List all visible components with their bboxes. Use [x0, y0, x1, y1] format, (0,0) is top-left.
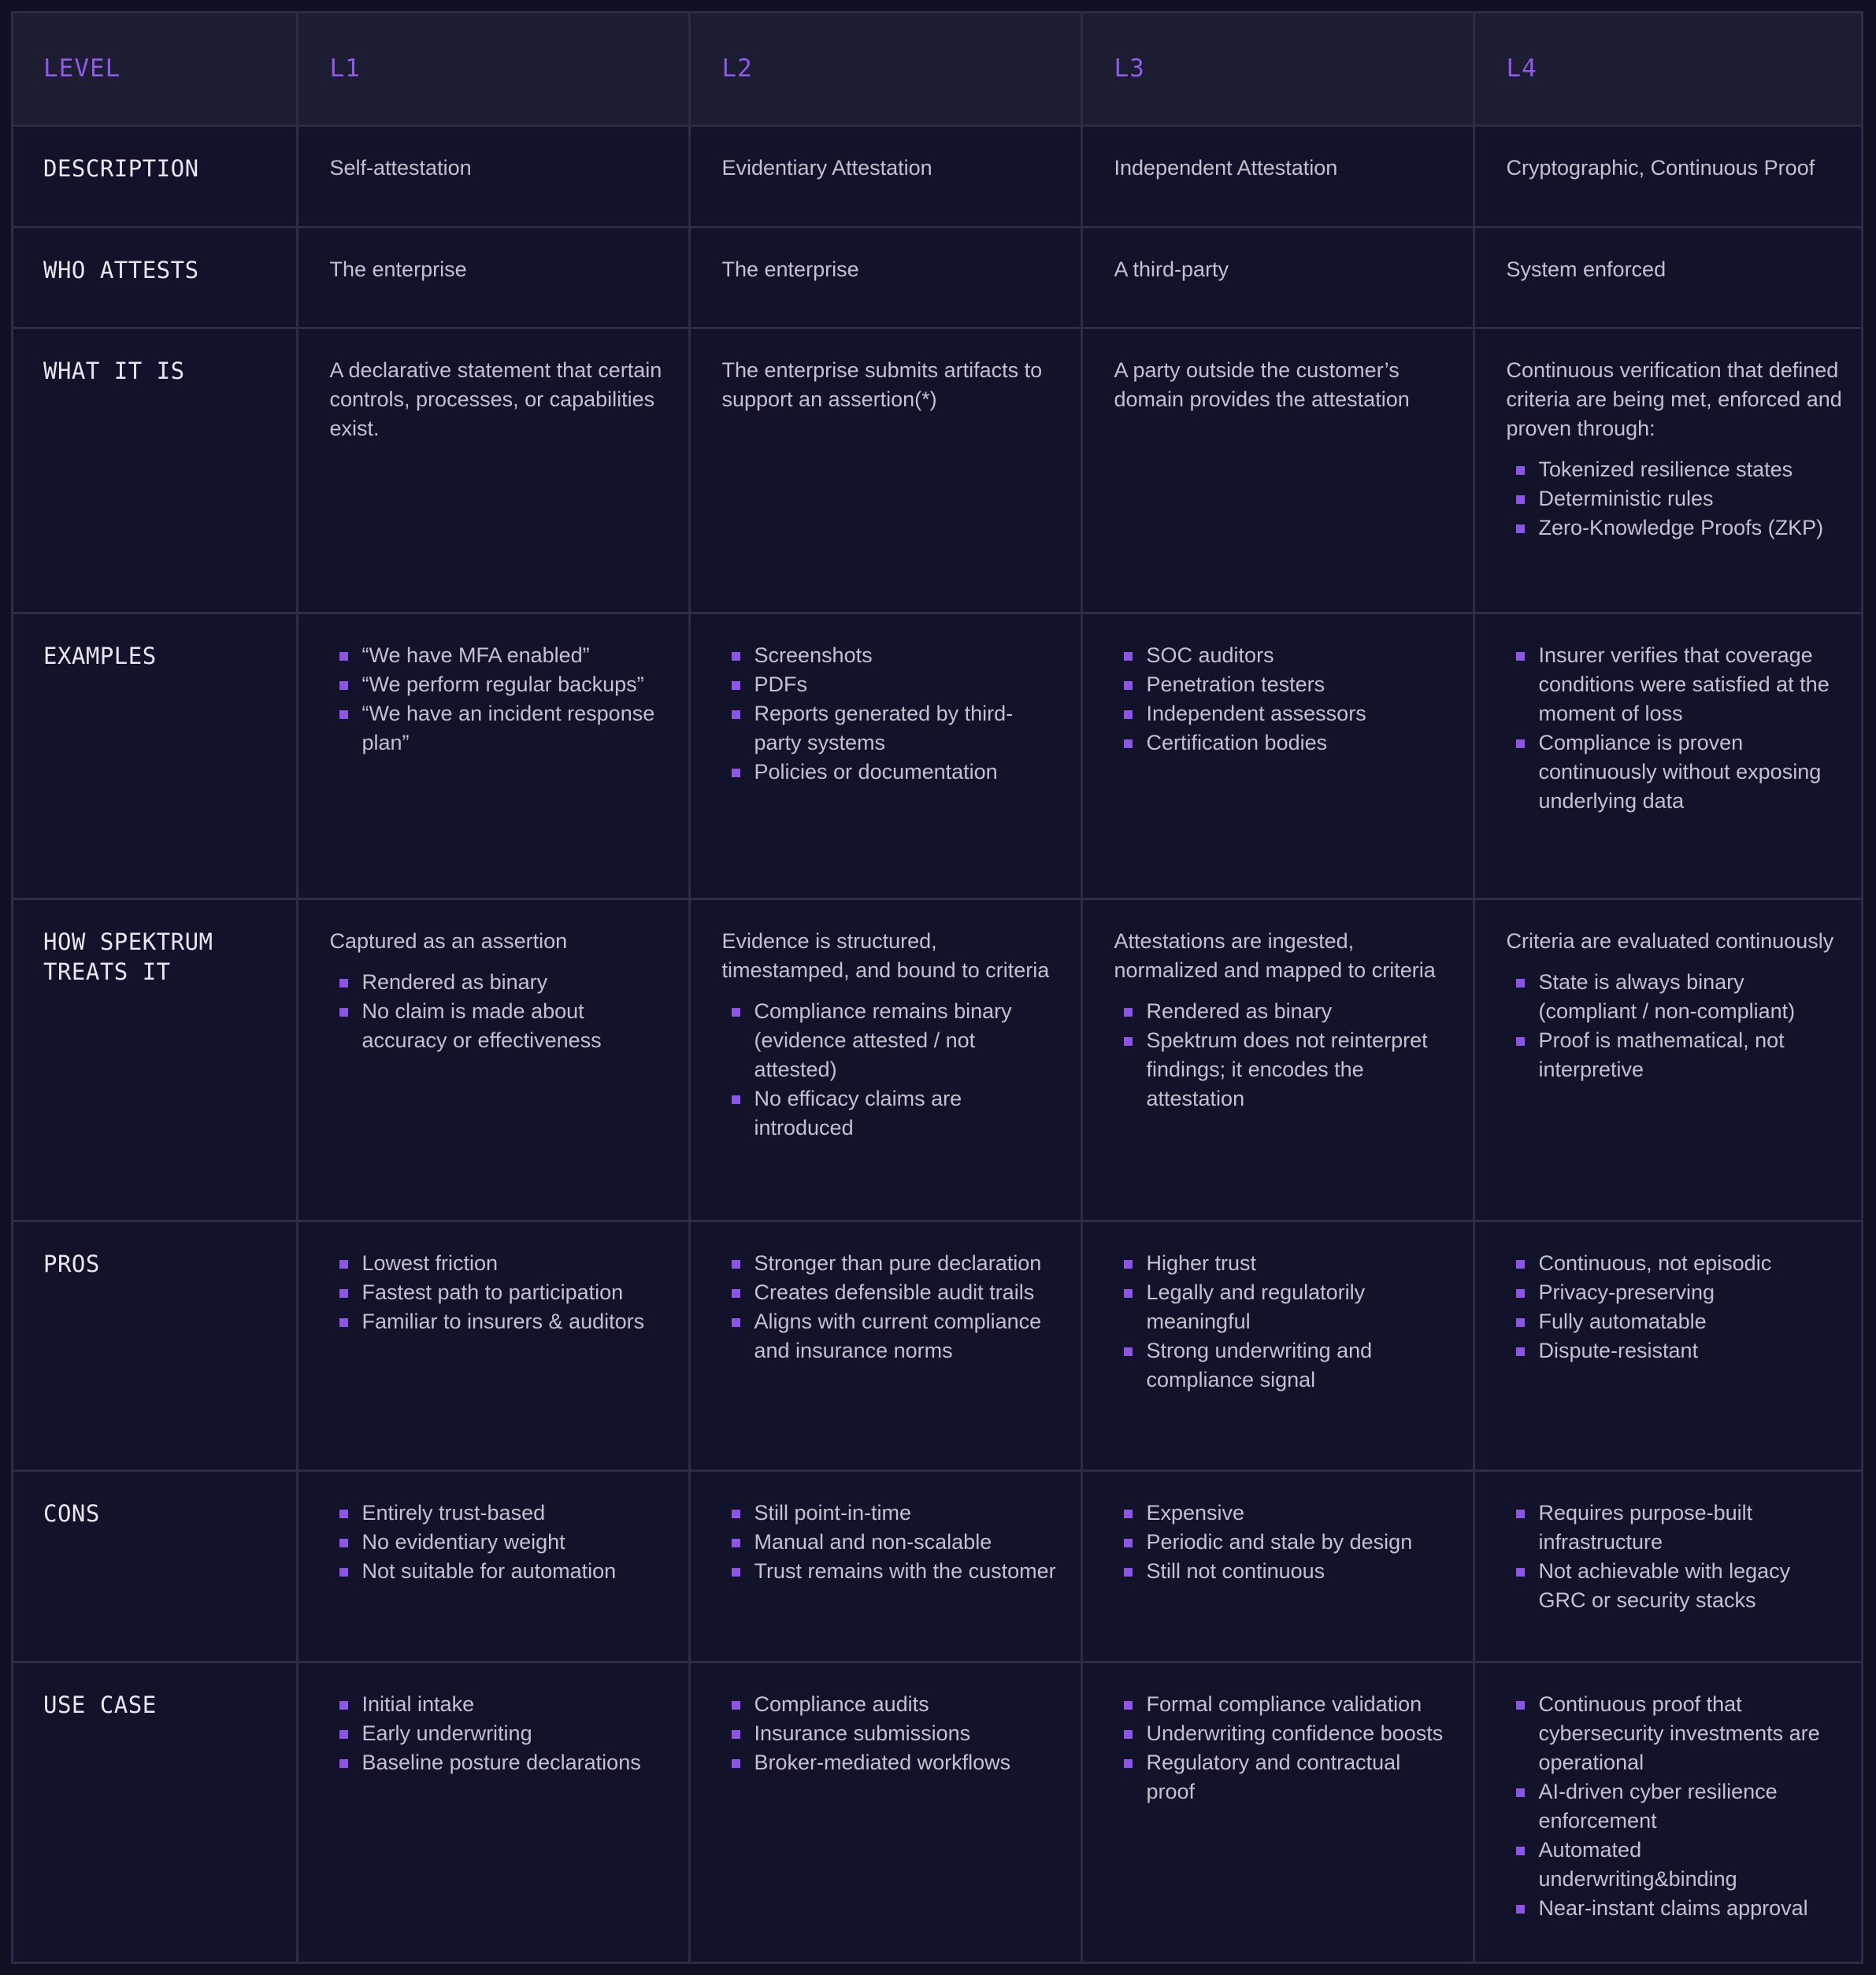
list-item: AI-driven cyber resilience enforcement — [1507, 1777, 1843, 1836]
row-label: DESCRIPTION — [13, 125, 297, 227]
bullet-list — [1114, 1249, 1449, 1395]
cell-text: The enterprise — [721, 257, 859, 281]
row-label: PROS — [13, 1221, 297, 1470]
bullet-list — [1114, 641, 1449, 758]
table-cell-l2 — [689, 613, 1081, 899]
list-item: Policies or documentation — [722, 758, 1057, 787]
list-item: Certification bodies — [1114, 728, 1449, 758]
list-item: Continuous, not episodic — [1507, 1249, 1843, 1278]
list-item: Compliance remains binary (evidence attested / not attested) — [722, 997, 1057, 1084]
row-examples — [13, 613, 1863, 899]
bullet-list — [330, 1499, 665, 1586]
list-item: Aligns with current compliance and insurance norms — [722, 1307, 1057, 1365]
list-item: Penetration testers — [1114, 670, 1449, 699]
list-item: “We have MFA enabled” — [330, 641, 665, 670]
table-cell-l2 — [689, 899, 1081, 1221]
list-item: No claim is made about accuracy or effectiveness — [330, 997, 665, 1055]
cell-text: Independent Attestation — [1114, 155, 1338, 180]
list-item: Near-instant claims approval — [1507, 1894, 1843, 1923]
list-item: Privacy-preserving — [1507, 1278, 1843, 1307]
list-item: “We perform regular backups” — [330, 670, 665, 699]
table-cell-l2 — [689, 1221, 1081, 1470]
bullet-list — [722, 1690, 1057, 1777]
table-cell-l2 — [689, 328, 1081, 613]
list-item: No evidentiary weight — [330, 1528, 665, 1557]
list-item: Dispute-resistant — [1507, 1336, 1843, 1365]
bullet-list — [330, 1249, 665, 1336]
table-cell-l4 — [1474, 328, 1863, 613]
row-cons — [13, 1470, 1863, 1662]
list-item: Insurer verifies that coverage conditions were satisfied at the moment of loss — [1507, 641, 1843, 728]
list-item: Legally and regulatorily meaningful — [1114, 1278, 1449, 1336]
cell-text: The enterprise — [329, 257, 467, 281]
row-who-attests — [13, 227, 1863, 328]
bullet-list — [722, 641, 1057, 787]
list-item: Deterministic rules — [1507, 484, 1843, 513]
list-item: SOC auditors — [1114, 641, 1449, 670]
list-item: Rendered as binary — [330, 968, 665, 997]
table-cell-l4 — [1474, 1662, 1863, 1964]
list-item: Early underwriting — [330, 1719, 665, 1748]
list-item: Creates defensible audit trails — [722, 1278, 1057, 1307]
cell-text: Captured as an assertion — [329, 928, 568, 953]
attestation-levels-table — [13, 13, 1863, 1964]
list-item: Lowest friction — [330, 1249, 665, 1278]
bullet-list — [1507, 1249, 1843, 1365]
bullet-list — [1507, 1499, 1843, 1615]
bullet-list — [1507, 455, 1843, 543]
list-item: “We have an incident response plan” — [330, 699, 665, 758]
list-item: Requires purpose-built infrastructure — [1507, 1499, 1843, 1557]
bullet-list — [1507, 641, 1843, 816]
table-cell-l1 — [297, 899, 689, 1221]
bullet-list — [722, 997, 1057, 1143]
list-item: PDFs — [722, 670, 1057, 699]
row-label: WHAT IT IS — [13, 328, 297, 613]
row-label: WHO ATTESTS — [13, 227, 297, 328]
list-item: Tokenized resilience states — [1507, 455, 1843, 484]
table-cell-l3 — [1081, 1221, 1474, 1470]
list-item: Baseline posture declarations — [330, 1748, 665, 1777]
cell-text: System enforced — [1506, 257, 1667, 281]
row-label: CONS — [13, 1470, 297, 1662]
list-item: Stronger than pure declaration — [722, 1249, 1057, 1278]
bullet-list — [330, 641, 665, 758]
list-item: Compliance audits — [722, 1690, 1057, 1719]
list-item: Not suitable for automation — [330, 1557, 665, 1586]
table-cell-l3 — [1081, 1470, 1474, 1662]
list-item: Zero-Knowledge Proofs (ZKP) — [1507, 513, 1843, 543]
list-item: Trust remains with the customer — [722, 1557, 1057, 1586]
list-item: Independent assessors — [1114, 699, 1449, 728]
row-how-spektrum-treats-it — [13, 899, 1863, 1221]
table-cell-l4 — [1474, 1221, 1863, 1470]
list-item: Insurance submissions — [722, 1719, 1057, 1748]
bullet-list — [1114, 1690, 1449, 1806]
bullet-list — [1507, 1690, 1843, 1923]
table-cell-l2 — [689, 125, 1081, 227]
list-item: Broker-mediated workflows — [722, 1748, 1057, 1777]
header-l1: L1 — [297, 13, 689, 125]
row-label: USE CASE — [13, 1662, 297, 1964]
cell-text: Self-attestation — [329, 155, 472, 180]
table-cell-l1 — [297, 613, 689, 899]
table-cell-l1 — [297, 125, 689, 227]
table-cell-l3 — [1081, 899, 1474, 1221]
list-item: Fully automatable — [1507, 1307, 1843, 1336]
list-item: Underwriting confidence boosts — [1114, 1719, 1449, 1748]
list-item: Continuous proof that cybersecurity investments are operational — [1507, 1690, 1843, 1777]
list-item: Compliance is proven continuously without exposing underlying data — [1507, 728, 1843, 816]
header-level: LEVEL — [13, 13, 297, 125]
list-item: Higher trust — [1114, 1249, 1449, 1278]
row-description — [13, 125, 1863, 227]
list-item: Formal compliance validation — [1114, 1690, 1449, 1719]
row-label: EXAMPLES — [13, 613, 297, 899]
table-cell-l3 — [1081, 227, 1474, 328]
table-cell-l3 — [1081, 125, 1474, 227]
header-l4: L4 — [1474, 13, 1863, 125]
cell-text: Attestations are ingested, normalized and mapped to criteria — [1114, 928, 1436, 982]
table-cell-l2 — [689, 1662, 1081, 1964]
bullet-list — [1507, 968, 1843, 1084]
bullet-list — [330, 968, 665, 1055]
bullet-list — [722, 1499, 1057, 1586]
table-cell-l4 — [1474, 125, 1863, 227]
cell-text: Cryptographic, Continuous Proof — [1506, 155, 1815, 180]
attestation-levels-table-frame — [11, 11, 1863, 1964]
list-item: Expensive — [1114, 1499, 1449, 1528]
table-cell-l1 — [297, 1221, 689, 1470]
row-what-it-is — [13, 328, 1863, 613]
list-item: Automated underwriting&binding — [1507, 1836, 1843, 1894]
cell-text: Continuous verification that defined criteria are being met, enforced and proven through: — [1506, 358, 1842, 440]
list-item: Not achievable with legacy GRC or security stacks — [1507, 1557, 1843, 1615]
list-item: Still point-in-time — [722, 1499, 1057, 1528]
list-item: Still not continuous — [1114, 1557, 1449, 1586]
cell-text: Evidence is structured, timestamped, and bound to criteria — [721, 928, 1050, 982]
bullet-list — [722, 1249, 1057, 1365]
table-cell-l4 — [1474, 613, 1863, 899]
cell-text: A third-party — [1114, 257, 1229, 281]
list-item: Initial intake — [330, 1690, 665, 1719]
list-item: Periodic and stale by design — [1114, 1528, 1449, 1557]
row-pros — [13, 1221, 1863, 1470]
list-item: Fastest path to participation — [330, 1278, 665, 1307]
list-item: Familiar to insurers & auditors — [330, 1307, 665, 1336]
table-cell-l1 — [297, 227, 689, 328]
table-cell-l3 — [1081, 1662, 1474, 1964]
table-cell-l4 — [1474, 899, 1863, 1221]
list-item: Screenshots — [722, 641, 1057, 670]
row-label: HOW SPEKTRUM TREATS IT — [13, 899, 297, 1221]
list-item: Reports generated by third-party systems — [722, 699, 1057, 758]
cell-text: A party outside the customer’s domain provides the attestation — [1114, 358, 1410, 411]
table-cell-l1 — [297, 1470, 689, 1662]
header-l2: L2 — [689, 13, 1081, 125]
list-item: Entirely trust-based — [330, 1499, 665, 1528]
table-header-row — [13, 13, 1863, 125]
list-item: Proof is mathematical, not interpretive — [1507, 1026, 1843, 1084]
table-cell-l3 — [1081, 613, 1474, 899]
table-cell-l1 — [297, 328, 689, 613]
cell-text: Criteria are evaluated continuously — [1506, 928, 1834, 953]
table-cell-l3 — [1081, 328, 1474, 613]
list-item: Regulatory and contractual proof — [1114, 1748, 1449, 1806]
list-item: State is always binary (compliant / non-compliant) — [1507, 968, 1843, 1026]
header-l3: L3 — [1081, 13, 1474, 125]
cell-text: A declarative statement that certain controls, processes, or capabilities exist. — [329, 358, 662, 440]
list-item: No efficacy claims are introduced — [722, 1084, 1057, 1143]
cell-text: The enterprise submits artifacts to support an assertion(*) — [721, 358, 1043, 411]
list-item: Strong underwriting and compliance signal — [1114, 1336, 1449, 1395]
table-cell-l1 — [297, 1662, 689, 1964]
table-cell-l2 — [689, 227, 1081, 328]
row-use-case — [13, 1662, 1863, 1964]
table-cell-l4 — [1474, 227, 1863, 328]
table-cell-l2 — [689, 1470, 1081, 1662]
table-cell-l4 — [1474, 1470, 1863, 1662]
list-item: Rendered as binary — [1114, 997, 1449, 1026]
list-item: Manual and non-scalable — [722, 1528, 1057, 1557]
bullet-list — [1114, 1499, 1449, 1586]
bullet-list — [330, 1690, 665, 1777]
cell-text: Evidentiary Attestation — [721, 155, 932, 180]
list-item: Spektrum does not reinterpret findings; it encodes the attestation — [1114, 1026, 1449, 1113]
bullet-list — [1114, 997, 1449, 1113]
